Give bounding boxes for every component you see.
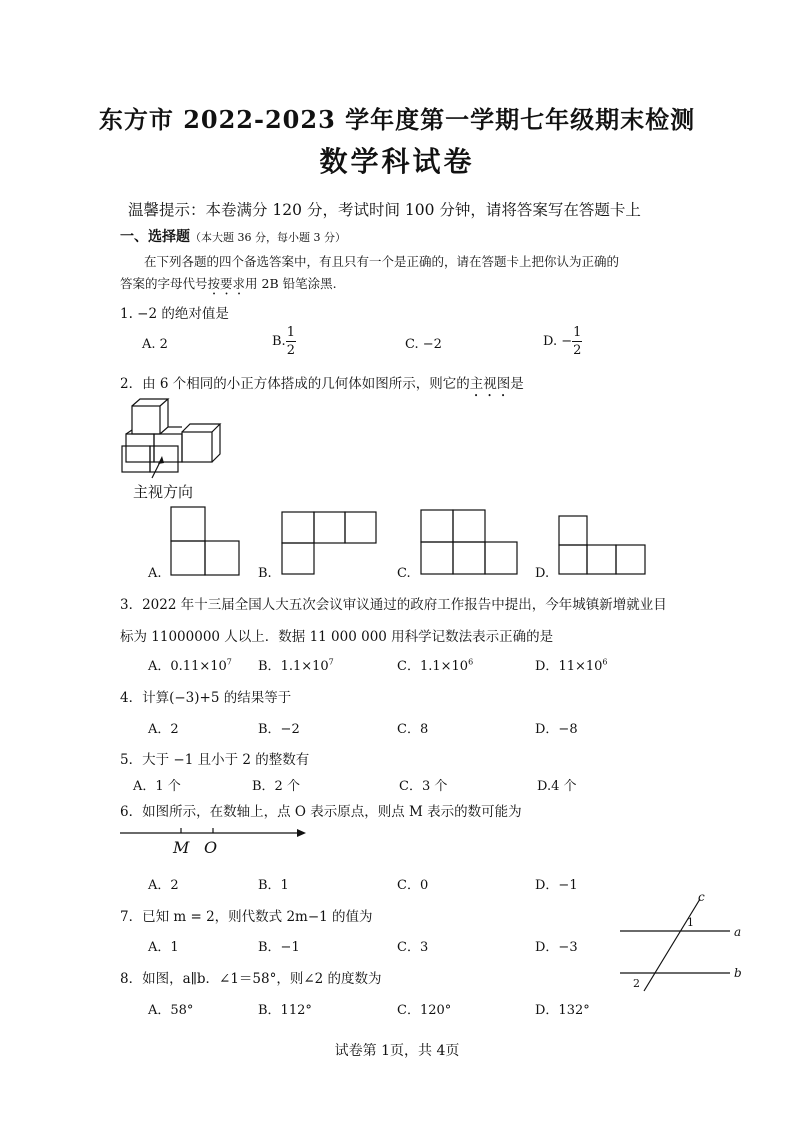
q4-option-b: B．−2 <box>258 722 300 737</box>
q1-option-c: C. −2 <box>405 337 442 352</box>
q1-b-label: B. <box>272 334 286 349</box>
q7-option-d: D．−3 <box>535 940 578 955</box>
q2-stem-pre: 2．由 6 个相同的小正方体搭成的几何体如图所示，则它的 <box>120 376 470 392</box>
q8-stem: 8．如图，a∥b．∠1＝58°，则∠2 的度数为 <box>120 971 382 987</box>
section-label: 一、选择题 <box>120 229 190 245</box>
q6-option-a: A．2 <box>148 878 179 893</box>
q2-option-b-label: B. <box>258 566 272 581</box>
section-note: （本大题 36 分，每小题 3 分） <box>190 231 346 244</box>
q2-option-c-label: C. <box>397 566 411 581</box>
q2-option-a-figure <box>170 506 240 576</box>
q3-a-label: A． <box>148 659 171 674</box>
q4-option-c: C．8 <box>397 722 429 737</box>
instruction-line1: 在下列各题的四个备选答案中，有且只有一个是正确的，请在答题卡上把你认为正确的 <box>144 254 620 269</box>
q3-a-base: 0.11×10 <box>170 659 227 674</box>
q7-option-c: C．3 <box>397 940 429 955</box>
q2-option-c-figure <box>419 508 519 576</box>
q3-c-label: C． <box>397 659 420 674</box>
q2-option-d-figure <box>557 514 647 576</box>
q3-d-label: D． <box>535 659 559 674</box>
q6-label-o: O <box>204 838 218 857</box>
q1-d-den: 2 <box>573 343 582 358</box>
page-footer: 试卷第 1页，共 4页 <box>334 1043 460 1059</box>
q3-d-exp: 6 <box>602 657 608 667</box>
q5-option-b: B．2 个 <box>252 779 300 794</box>
q8-option-b: B．112° <box>258 1003 312 1018</box>
q6-option-c: C．0 <box>397 878 429 893</box>
q1-b-num: 1 <box>286 325 295 340</box>
q8-label-c: c <box>698 890 705 904</box>
q6-option-b: B．1 <box>258 878 289 893</box>
q1-stem: 1. −2 的绝对值是 <box>120 306 229 322</box>
q3-b-label: B． <box>258 659 281 674</box>
q4-option-d: D．−8 <box>535 722 578 737</box>
q1-d-label: D. − <box>543 334 573 349</box>
q6-label-m: M <box>173 838 190 857</box>
q3-option-b <box>258 655 334 674</box>
q3-a-exp: 7 <box>226 657 232 667</box>
q5-stem: 5．大于 −1 且小于 2 的整数有 <box>120 752 310 768</box>
instruction-post: 用 2B 铅笔涂黑. <box>245 276 337 291</box>
q7-option-a: A．1 <box>148 940 179 955</box>
q3-stem-line2: 标为 11000000 人以上．数据 11 000 000 用科学记数法表示正确的是 <box>120 629 554 645</box>
q1-option-b <box>272 326 296 357</box>
q6-option-d: D．−1 <box>535 878 578 893</box>
q2-cube-figure <box>118 396 228 480</box>
q1-option-d <box>543 326 582 357</box>
q2-direction-label: 主视方向 <box>133 483 194 501</box>
q5-option-d: D.4 个 <box>537 779 577 794</box>
instruction-line2 <box>120 274 680 298</box>
warm-tip: 温馨提示：本卷满分 120 分，考试时间 100 分钟，请将答案写在答题卡上 <box>128 201 641 219</box>
q2-option-a-label: A. <box>148 566 162 581</box>
q4-option-a: A．2 <box>148 722 179 737</box>
q1-b-den: 2 <box>286 343 295 358</box>
q2-option-d-label: D. <box>535 566 550 581</box>
q8-angle-2-label: 2 <box>633 977 640 990</box>
q3-d-base: 11×10 <box>558 659 603 674</box>
q3-stem-line1: 3．2022 年十三届全国人大五次会议审议通过的政府工作报告中提出，今年城镇新增就业目 <box>120 597 667 613</box>
q1-b-fraction <box>286 326 296 357</box>
exam-subtitle: 数学科试卷 <box>319 145 475 178</box>
q8-option-c: C．120° <box>397 1003 452 1018</box>
q3-option-d <box>535 655 608 674</box>
q7-stem: 7．已知 m = 2，则代数式 2m−1 的值为 <box>120 909 373 925</box>
q8-label-a: a <box>734 925 742 939</box>
q1-d-num: 1 <box>573 325 582 340</box>
q7-option-b: B．−1 <box>258 940 300 955</box>
q2-stem-post: 是 <box>510 376 524 392</box>
q1-d-fraction <box>572 326 582 357</box>
q6-stem: 6．如图所示，在数轴上，点 O 表示原点，则点 M 表示的数可能为 <box>120 804 522 820</box>
q3-b-exp: 7 <box>328 657 334 667</box>
q4-stem: 4．计算(−3)+5 的结果等于 <box>120 690 292 706</box>
q3-b-base: 1.1×10 <box>280 659 329 674</box>
section-heading <box>120 226 346 246</box>
q3-option-c <box>397 655 473 674</box>
q3-c-exp: 6 <box>468 657 474 667</box>
q1-option-a: A. 2 <box>142 337 168 352</box>
q2-stem-emphasis: 主视图 <box>469 376 511 392</box>
exam-title: 东方市 2022-2023 学年度第一学期七年级期末检测 <box>98 105 696 134</box>
q5-option-a: A．1 个 <box>133 779 181 794</box>
instruction-emphasis: 按要求 <box>207 276 246 291</box>
q8-option-a: A．58° <box>148 1003 194 1018</box>
q8-option-d: D．132° <box>535 1003 590 1018</box>
q3-c-base: 1.1×10 <box>419 659 469 674</box>
q3-option-a <box>148 655 232 674</box>
q8-angle-1-label: 1 <box>687 916 694 929</box>
instruction-pre: 答案的字母代号 <box>120 276 208 291</box>
q5-option-c: C．3 个 <box>399 779 448 794</box>
q8-label-b: b <box>734 966 742 980</box>
q2-option-b-figure <box>280 510 378 576</box>
